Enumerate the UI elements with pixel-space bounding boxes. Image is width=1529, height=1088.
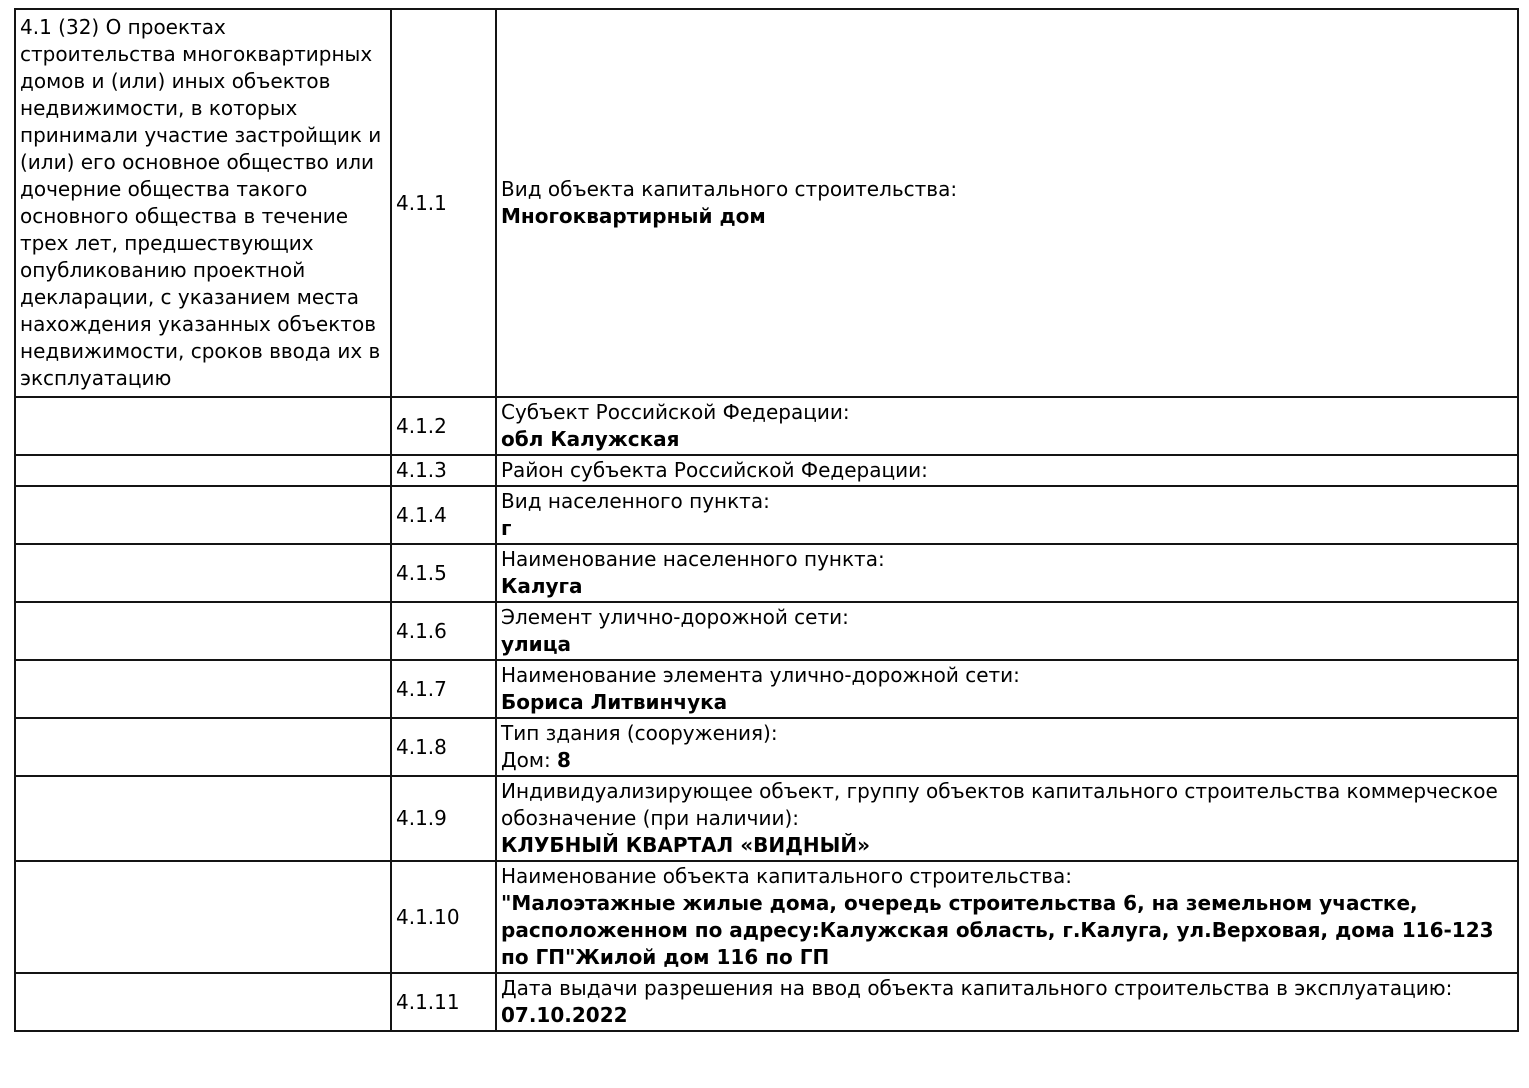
field-cell	[496, 973, 1518, 1031]
field-label: Наименование населенного пункта:	[501, 547, 885, 571]
field-value: Многоквартирный дом	[501, 204, 766, 228]
table-row	[15, 544, 1518, 602]
table-row	[15, 602, 1518, 660]
field-cell	[496, 602, 1518, 660]
empty-cell	[15, 776, 391, 861]
section-description: 4.1 (32) О проектах строительства многоквартирных домов и (или) иных объектов недвижимости, в которых принимали участие застройщик и (или) его основное общество или дочерние общества такого основного общества в течение трех лет, предшествующих опубликованию проектной декларации, с указанием места нахождения указанных объектов недвижимости, сроков ввода их в эксплуатацию	[20, 15, 382, 390]
empty-cell	[15, 660, 391, 718]
empty-cell	[15, 861, 391, 973]
row-number-cell: 4.1.5	[391, 544, 496, 602]
field-value: улица	[501, 632, 572, 656]
field-value-line	[501, 747, 1513, 774]
field-cell	[496, 718, 1518, 776]
field-label: Район субъекта Российской Федерации:	[501, 458, 928, 482]
field-value: 07.10.2022	[501, 1003, 628, 1027]
field-value: КЛУБНЫЙ КВАРТАЛ «ВИДНЫЙ»	[501, 833, 871, 857]
field-cell	[496, 776, 1518, 861]
field-value: г	[501, 516, 512, 540]
section-description-cell	[15, 9, 391, 397]
row-number-cell: 4.1.4	[391, 486, 496, 544]
field-value: "Малоэтажные жилые дома, очередь строительства 6, на земельном участке, расположенном по адресу:Калужская область, г.Калуга, ул.Верховая, дома 116-123 по ГП"Жилой дом 116 по ГП	[501, 891, 1494, 969]
table-row	[15, 973, 1518, 1031]
table-row	[15, 660, 1518, 718]
row-number-cell: 4.1.8	[391, 718, 496, 776]
table-row	[15, 397, 1518, 455]
field-cell	[496, 861, 1518, 973]
row-number-cell: 4.1.3	[391, 455, 496, 486]
field-value: обл Калужская	[501, 427, 680, 451]
row-number-cell: 4.1.7	[391, 660, 496, 718]
table-row	[15, 861, 1518, 973]
field-cell	[496, 455, 1518, 486]
empty-cell	[15, 973, 391, 1031]
field-cell	[496, 397, 1518, 455]
field-cell	[496, 544, 1518, 602]
empty-cell	[15, 486, 391, 544]
field-label: Субъект Российской Федерации:	[501, 400, 850, 424]
table-row	[15, 718, 1518, 776]
declaration-table	[14, 8, 1519, 1032]
field-cell	[496, 660, 1518, 718]
row-number-cell: 4.1.2	[391, 397, 496, 455]
field-value: Бориса Литвинчука	[501, 690, 728, 714]
empty-cell	[15, 455, 391, 486]
field-value: Калуга	[501, 574, 583, 598]
field-label: Вид населенного пункта:	[501, 489, 770, 513]
row-number-cell: 4.1.10	[391, 861, 496, 973]
field-label: Наименование объекта капитального строительства:	[501, 864, 1072, 888]
field-value-prefix: Дом:	[501, 748, 558, 772]
field-label: Тип здания (сооружения):	[501, 721, 778, 745]
row-number-cell: 4.1.9	[391, 776, 496, 861]
field-label: Дата выдачи разрешения на ввод объекта капитального строительства в эксплуатацию:	[501, 976, 1453, 1000]
table-row	[15, 776, 1518, 861]
field-cell	[496, 9, 1518, 397]
field-cell	[496, 486, 1518, 544]
field-label: Элемент улично-дорожной сети:	[501, 605, 849, 629]
table-row	[15, 486, 1518, 544]
field-label: Индивидуализирующее объект, группу объектов капитального строительства коммерческое обозначение (при наличии):	[501, 779, 1498, 830]
field-value: 8	[557, 748, 571, 772]
row-number-cell: 4.1.11	[391, 973, 496, 1031]
empty-cell	[15, 602, 391, 660]
row-number-cell: 4.1.1	[391, 9, 496, 397]
field-label: Вид объекта капитального строительства:	[501, 177, 958, 201]
row-number-cell: 4.1.6	[391, 602, 496, 660]
empty-cell	[15, 544, 391, 602]
table-row	[15, 9, 1518, 397]
table-row	[15, 455, 1518, 486]
empty-cell	[15, 718, 391, 776]
empty-cell	[15, 397, 391, 455]
field-label: Наименование элемента улично-дорожной сети:	[501, 663, 1020, 687]
